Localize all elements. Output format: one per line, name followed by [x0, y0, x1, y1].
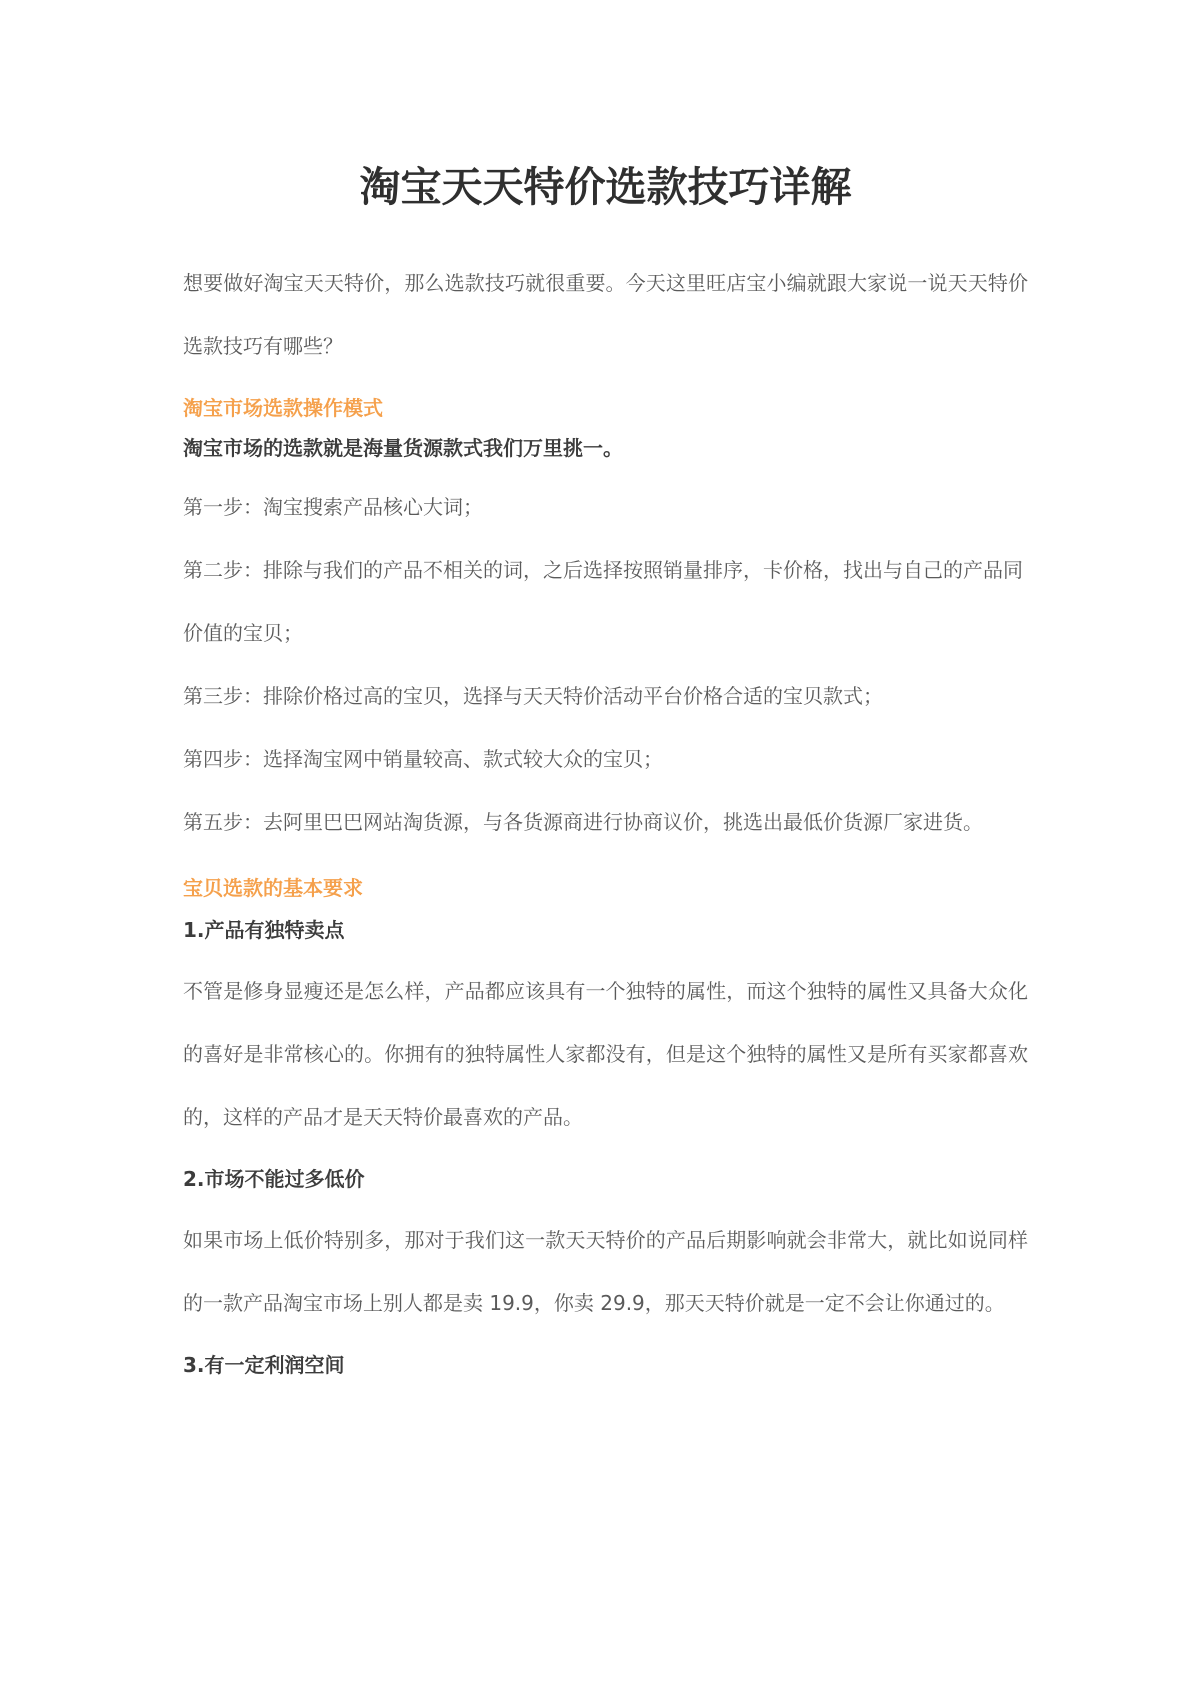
- document-title: 淘宝天天特价选款技巧详解: [359, 163, 852, 211]
- step-item: 第四步：选择淘宝网中销量较高、款式较大众的宝贝；: [183, 747, 663, 771]
- intro-paragraph: 想要做好淘宝天天特价，那么选款技巧就很重要。今天这里旺店宝小编就跟大家说一说天天特价选款技巧有哪些？: [183, 271, 1028, 358]
- point-title: 2.市场不能过多低价: [183, 1167, 365, 1191]
- point-title: 1.产品有独特卖点: [183, 918, 345, 942]
- step-item: 第三步：排除价格过高的宝贝，选择与天天特价活动平台价格合适的宝贝款式；: [183, 684, 883, 708]
- section-heading-market: 淘宝市场选款操作模式: [183, 396, 383, 420]
- section-lead-market: 淘宝市场的选款就是海量货源款式我们万里挑一。: [183, 436, 623, 460]
- step-item: 第五步：去阿里巴巴网站淘货源，与各货源商进行协商议价，挑选出最低价货源厂家进货。: [183, 810, 983, 834]
- document-content: [183, 158, 1028, 1395]
- step-item: 第一步：淘宝搜索产品核心大词；: [183, 495, 483, 519]
- point-title: 3.有一定利润空间: [183, 1353, 345, 1377]
- step-list: [183, 476, 1028, 854]
- point-body: 不管是修身显瘦还是怎么样，产品都应该具有一个独特的属性，而这个独特的属性又具备大众化的喜好是非常核心的。你拥有的独特属性人家都没有，但是这个独特的属性又是所有买家都喜欢的，这样的产品才是天天特价最喜欢的产品。: [183, 979, 1028, 1129]
- step-item: 第二步：排除与我们的产品不相关的词，之后选择按照销量排序，卡价格，找出与自己的产品同价值的宝贝；: [183, 558, 1023, 645]
- point-body: 如果市场上低价特别多，那对于我们这一款天天特价的产品后期影响就会非常大，就比如说同样的一款产品淘宝市场上别人都是卖 19.9，你卖 29.9，那天天特价就是一定不会让你通过的。: [183, 1228, 1028, 1315]
- section-heading-requirements: 宝贝选款的基本要求: [183, 876, 363, 900]
